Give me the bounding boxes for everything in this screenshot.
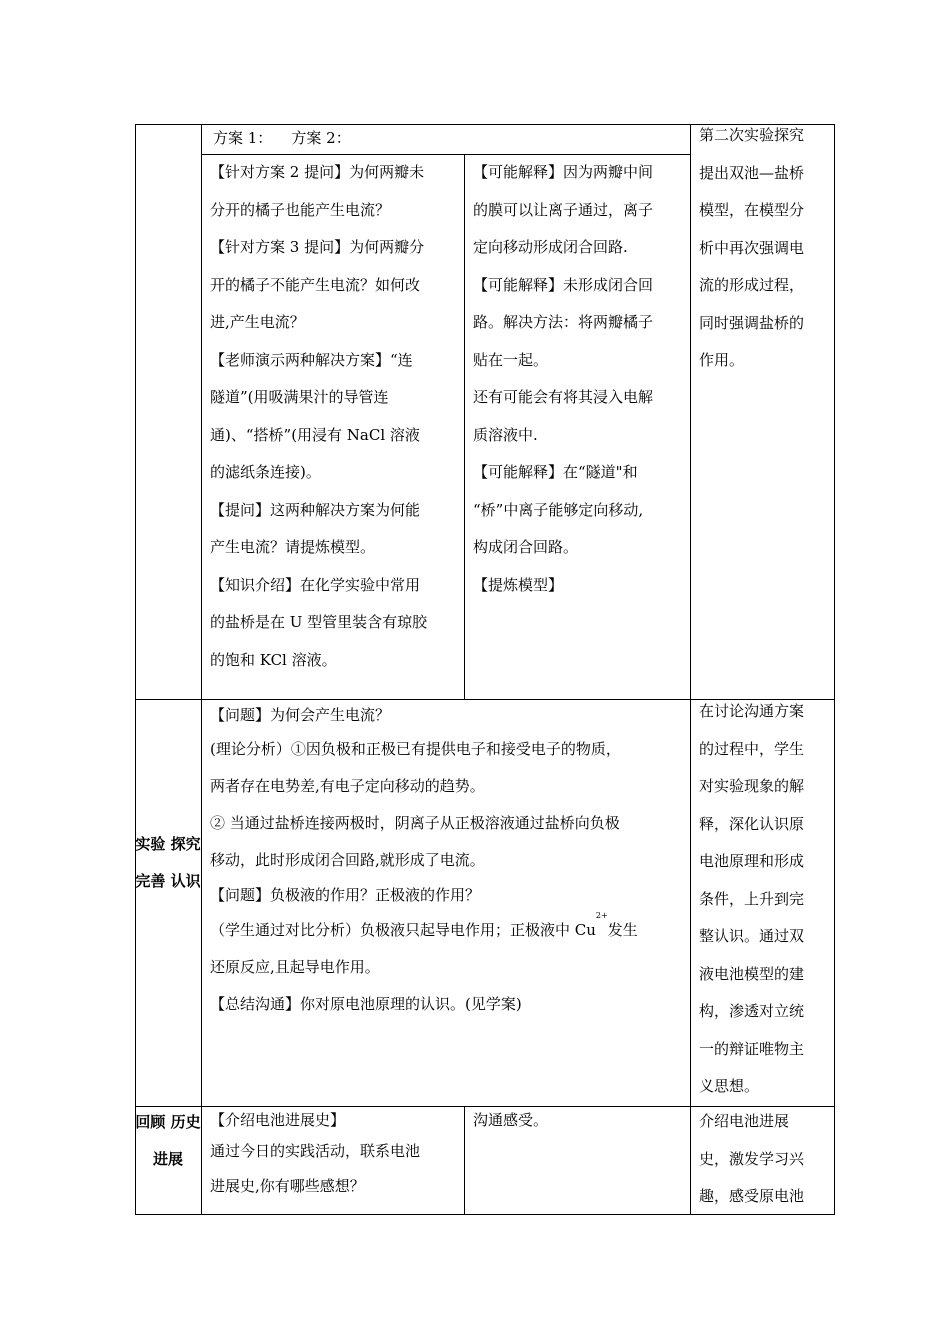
text-line: 两者存在电势差,有电子定向移动的趋势。 [210, 777, 485, 795]
row2-notes-cell [699, 693, 804, 1106]
text-line: 通过今日的实践活动，联系电池 [210, 1142, 421, 1160]
text-line: 【可能解释】在“隧道"和 [473, 463, 638, 481]
text-line: 义思想。 [699, 1077, 760, 1095]
text-line: 隧道”(用吸满果汁的导管连 [210, 388, 389, 406]
text-line: 路。解决方法：将两瓣橘子 [473, 313, 654, 331]
text-line: 还原反应,且起导电作用。 [210, 958, 380, 976]
text-line: 通)、“搭桥”(用浸有 NaCl 溶液 [210, 425, 420, 444]
row2-analysis-cell [210, 700, 638, 1023]
text-line: 提出双池—盐桥 [699, 163, 805, 182]
text-line: 【可能解释】因为两瓣中间 [473, 163, 654, 181]
row1-questions-cell [210, 154, 427, 679]
text-line: 【提问】这两种解决方案为何能 [210, 500, 421, 519]
text-line: 同时强调盐桥的 [699, 313, 805, 332]
text-line: 趣，感受原电池 [699, 1187, 805, 1205]
cu-text-before: （学生通过对比分析）负极液只起导电作用；正极液中 Cu [210, 921, 596, 939]
text-line: 条件，上升到完 [699, 889, 805, 908]
label-line: 完善 [135, 872, 166, 890]
row3-history-cell [210, 1106, 420, 1204]
text-line: 一的辩证唯物主 [699, 1039, 805, 1058]
text-line: 史，激发学习兴 [699, 1149, 805, 1168]
table-left-border [135, 124, 136, 1215]
text-line: 整认识。通过双 [699, 927, 805, 945]
text-line: 定向移动形成闭合回路. [473, 238, 628, 256]
text-line: 电池原理和形成 [699, 852, 805, 870]
text-line: 的膜可以让离子通过，离子 [473, 200, 654, 219]
label-line: 进展 [152, 1150, 183, 1168]
label-column-divider [201, 124, 202, 1215]
text-line: 【提炼模型】 [473, 575, 564, 594]
text-line: 【介绍电池进展史】 [210, 1111, 346, 1129]
text-line: 析中再次强调电 [699, 238, 805, 257]
row1-explanations-cell [473, 154, 653, 604]
text-line: 流的形成过程， [699, 276, 805, 294]
text-line: 分开的橘子也能产生电流？ [210, 200, 391, 219]
text-line: 贴在一起。 [473, 350, 549, 369]
text-line: 还有可能会有将其浸入电解 [473, 388, 654, 406]
row2-label [135, 826, 201, 900]
text-line: 的过程中，学生 [699, 739, 805, 758]
text-line: 的滤纸条连接)。 [210, 463, 321, 481]
text-line: 释，深化认识原 [699, 814, 805, 833]
text-line: 构，渗透对立统 [699, 1002, 805, 1020]
text-line: 【问题】负极液的作用？正极液的作用？ [210, 886, 481, 904]
text-line: 【老师演示两种解决方案】“连 [210, 350, 413, 369]
text-line: 【可能解释】未形成闭合回 [473, 275, 654, 294]
text-line: 移动，此时形成闭合回路,就形成了电流。 [210, 851, 485, 869]
text-line: 在讨论沟通方案 [699, 702, 805, 720]
middle-column-divider-row1 [464, 154, 465, 699]
text-line: 进,产生电流？ [210, 313, 305, 331]
text-line-cu [210, 911, 638, 949]
label-line: 历史 [170, 1113, 201, 1131]
text-line: 作用。 [699, 351, 745, 369]
text-line: 质溶液中. [473, 425, 538, 444]
row3-feedback-cell [473, 1106, 548, 1134]
text-line: 进展史,你有哪些感想？ [210, 1177, 365, 1195]
text-line: 开的橘子不能产生电流？如何改 [210, 275, 421, 294]
row3-label [135, 1104, 201, 1178]
text-line: 【针对方案 2 提问】为何两瓣未 [210, 163, 425, 181]
text-line: 【知识介绍】在化学实验中常用 [210, 575, 421, 594]
text-line: 介绍电池进展 [699, 1112, 790, 1130]
text-line: 第二次实验探究 [699, 126, 805, 144]
plans-line [213, 124, 351, 152]
text-line: 沟通感受。 [473, 1111, 549, 1129]
notes-column-divider [690, 124, 691, 1215]
lesson-plan-table [135, 124, 835, 1215]
text-line: 的盐桥是在 U 型管里装含有琼胶 [210, 613, 428, 631]
table-right-border [834, 124, 835, 1215]
row1-notes-cell [699, 117, 804, 380]
text-line: 对实验现象的解 [699, 777, 805, 795]
text-line: ② 当通过盐桥连接两极时，阴离子从正极溶液通过盐桥向负极 [210, 814, 620, 832]
text-line: 【总结沟通】你对原电池原理的认识。(见学案) [210, 995, 522, 1013]
label-line: 认识 [170, 872, 201, 890]
label-line: 实验 [135, 835, 166, 853]
plans-text: 方案 1： 方案 2： [213, 129, 351, 147]
cu-text-after: 发生 [607, 921, 638, 939]
cu-superscript: 2+ [595, 911, 608, 920]
text-line: 液电池模型的建 [699, 964, 805, 983]
text-line: 的饱和 KCl 溶液。 [210, 650, 337, 669]
text-line: “桥”中离子能够定向移动, [473, 500, 644, 519]
text-line: 构成闭合回路。 [473, 538, 579, 556]
row3-notes-cell [699, 1103, 804, 1216]
label-line: 探究 [170, 835, 201, 853]
text-line: 模型，在模型分 [699, 201, 805, 219]
text-line: 【问题】为何会产生电流？ [210, 706, 391, 724]
text-line: 产生电流？请提炼模型。 [210, 538, 376, 556]
label-line: 回顾 [135, 1113, 166, 1131]
middle-column-divider-row3 [464, 1106, 465, 1214]
text-line: (理论分析）①因负极和正极已有提供电子和接受电子的物质， [210, 740, 621, 758]
text-line: 【针对方案 3 提问】为何两瓣分 [210, 238, 425, 256]
